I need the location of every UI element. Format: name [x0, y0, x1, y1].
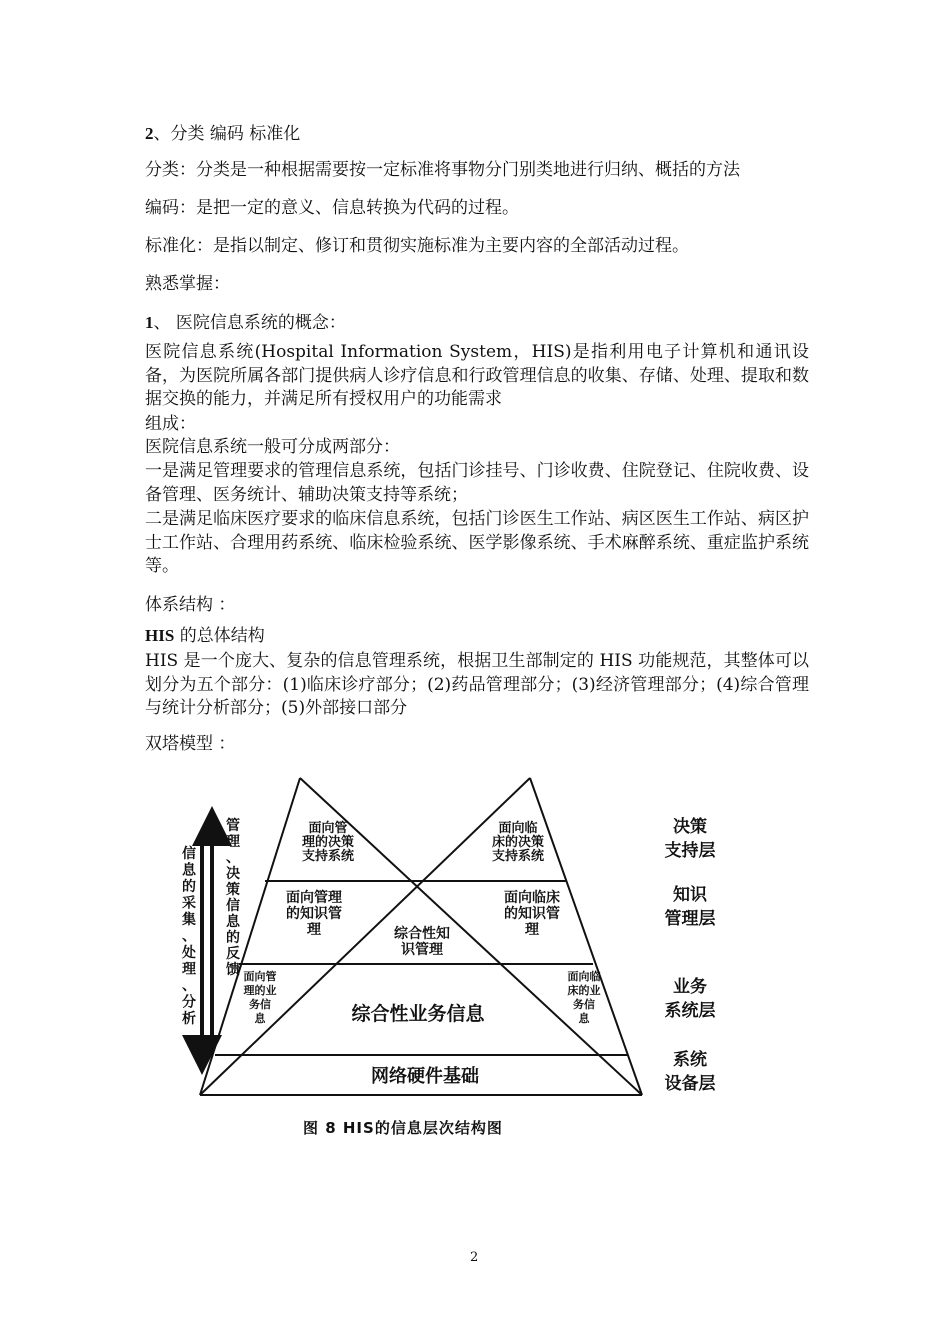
clinical-part-paragraph: 二是满足临床医疗要求的临床信息系统，包括门诊医生工作站、病区医生工作站、病区护士工作站、合理用药系统、临床检验系统、医学影像系统、手术麻醉系统、重症监护系统等。: [145, 509, 809, 576]
clin-decision-cell: 面向临床的决策支持系统: [491, 821, 545, 864]
standardization-definition: 标准化：是指以制定、修订和贯彻实施标准为主要内容的全部活动过程。: [145, 236, 689, 256]
composition-label: 组成：: [145, 414, 196, 434]
layer-label: 系统设备层: [664, 1050, 716, 1094]
overall-structure-heading: HIS 的总体结构: [145, 626, 265, 646]
his-definition-paragraph: 医院信息系统(Hospital Information System，HIS)是指利用电子计算机和通讯设备，为医院所属各部门提供病人诊疗信息和行政管理信息的收集、存储、处理、提取和数据交换的能力，并满足所有授权用户的功能需求: [145, 342, 809, 409]
coding-definition: 编码：是把一定的意义、信息转换为代码的过程。: [145, 198, 519, 218]
right-arrow-label: [226, 817, 241, 978]
mgmt-decision-cell: 面向管理的决策支持系统: [301, 821, 355, 864]
svg-text:信息的采集、处理、分析: 信息的采集、处理、分析: [182, 846, 196, 1027]
classification-definition: 分类：分类是一种根据需要按一定标准将事物分门别类地进行归纳、概括的方法: [145, 160, 740, 180]
his-parts-paragraph: HIS 是一个庞大、复杂的信息管理系统，根据卫生部制定的 HIS 功能规范，其整体可以划分为五个部分：(1)临床诊疗部分；(2)药品管理部分；(3)经济管理部分；(4)综合管理与统计分析部分；(5)外部接口部分: [145, 651, 809, 718]
left-arrow-label: [181, 845, 197, 1027]
composition-intro: 医院信息系统一般可分成两部分：: [145, 437, 400, 457]
mgmt-business-cell: 面向管理的业务信息: [243, 970, 277, 1025]
layer-label: 决策支持层: [664, 817, 716, 861]
architecture-label: 体系结构 ：: [145, 595, 236, 615]
layer-label: 业务系统层: [664, 977, 716, 1021]
mgmt-knowledge-cell: 面向管理的知识管理: [286, 890, 342, 938]
layer-label: 知识管理层: [664, 885, 716, 929]
management-part-paragraph: 一是满足管理要求的管理信息系统，包括门诊挂号、门诊收费、住院登记、住院收费、设备管理、医务统计、辅助决策支持等系统；: [145, 461, 809, 505]
his-layer-diagram: [160, 770, 760, 1110]
integrated-business-cell: 综合性业务信息: [351, 1003, 485, 1025]
clin-business-cell: 面向临床的业务信息: [567, 970, 601, 1025]
familiar-label: 熟悉掌握：: [145, 274, 230, 294]
figure-caption: 图 8 HIS的信息层次结构图: [303, 1119, 503, 1137]
section-heading-his-concept: 1、 医院信息系统的概念：: [145, 313, 346, 333]
svg-text:管理、决策信息的反馈: 管理、决策信息的反馈: [226, 818, 240, 978]
integrated-knowledge-cell: 综合性知识管理: [394, 926, 450, 958]
twin-tower-label: 双塔模型 ：: [145, 734, 236, 754]
page-number: 2: [470, 1250, 479, 1265]
network-hardware-cell: 网络硬件基础: [371, 1066, 479, 1087]
clin-knowledge-cell: 面向临床的知识管理: [504, 890, 560, 938]
section-heading-classification: 2、分类 编码 标准化: [145, 124, 301, 144]
